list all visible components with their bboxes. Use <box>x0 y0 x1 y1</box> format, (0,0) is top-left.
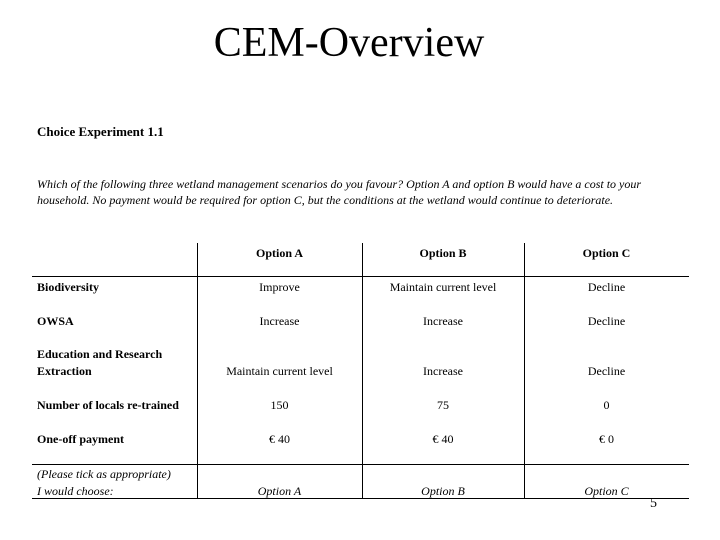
table-cell: Increase <box>423 364 463 378</box>
row-label-education-research: Education and Research <box>37 347 163 361</box>
table-cell: Decline <box>587 364 626 378</box>
table-cell: Maintain current level <box>226 364 333 378</box>
tick-instruction: (Please tick as appropriate) <box>37 467 171 481</box>
table-cell: Decline <box>587 280 626 294</box>
choice-option-b[interactable]: Option B <box>421 484 465 498</box>
table-cell: 75 <box>437 398 449 412</box>
row-label-extraction: Extraction <box>37 364 92 378</box>
table-cell: € 40 <box>432 432 454 446</box>
choice-option-c[interactable]: Option C <box>584 484 629 498</box>
row-label-owsa: OWSA <box>37 314 74 328</box>
column-header-option-a: Option A <box>255 246 303 260</box>
table-cell: € 40 <box>269 432 290 446</box>
row-label-locals-retrained: Number of locals re-trained <box>37 398 179 412</box>
table-cell: Improve <box>259 280 300 294</box>
table-cell: 0 <box>603 398 610 412</box>
table-cell: € 0 <box>599 432 614 446</box>
experiment-heading: Choice Experiment 1.1 <box>37 124 164 139</box>
column-header-option-c: Option C <box>582 246 631 260</box>
table-cell: Increase <box>259 314 300 328</box>
slide-title: CEM-Overview <box>213 20 485 66</box>
column-header-option-b: Option B <box>419 246 467 260</box>
row-label-one-off-payment: One-off payment <box>37 432 124 446</box>
table-cell: Increase <box>423 314 463 328</box>
choice-option-a[interactable]: Option A <box>257 484 302 498</box>
choose-label: I would choose: <box>37 484 114 498</box>
table-cell: Maintain current level <box>389 280 497 294</box>
row-label-biodiversity: Biodiversity <box>37 280 99 294</box>
table-cell: Decline <box>587 314 626 328</box>
experiment-question: Which of the following three wetland management scenarios do you favour? Option A and option B would have a cost to your household. No payment would be required for option C, but the conditions at the wetland would continue to deteriorate. <box>37 177 642 207</box>
header-divider <box>32 276 689 277</box>
page-number: 5 <box>650 496 657 511</box>
choice-table <box>32 243 689 499</box>
table-cell: 150 <box>270 398 289 412</box>
footer-divider <box>32 464 689 465</box>
